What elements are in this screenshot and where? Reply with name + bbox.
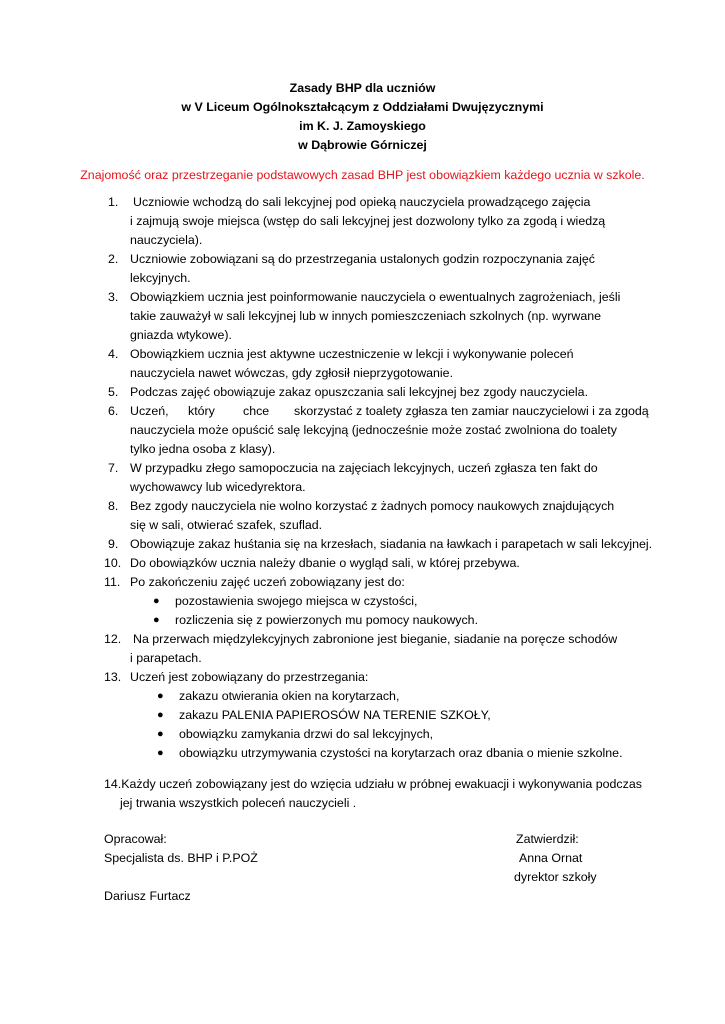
rule-7-line-1: W przypadku złego samopoczucia na zajęciach lekcyjnych, uczeń zgłasza ten fakt do xyxy=(130,461,598,475)
school-city: w Dąbrowie Górniczej xyxy=(298,138,427,152)
rule-13-bullet-4: obowiązku utrzymywania czystości na korytarzach oraz dbania o mienie szkolne. xyxy=(179,746,623,760)
rule-3-line-3: gniazda wtykowe). xyxy=(130,328,232,342)
bullet-icon: ● xyxy=(153,614,160,626)
rule-12-line-1: Na przerwach międzylekcyjnych zabronione jest bieganie, siadanie na poręcze schodów xyxy=(133,632,618,646)
rule-1-line-3: nauczyciela). xyxy=(130,233,203,247)
rule-8-line-2: się w sali, otwierać szafek, szuflad. xyxy=(130,518,323,532)
rule-1-line-2: i zajmują swoje miejsca (wstęp do sali lekcyjnej jest dozwolony tylko za zgodą i wiedzą xyxy=(130,214,606,228)
prepared-by-name: Dariusz Furtacz xyxy=(104,889,191,903)
school-name: w V Liceum Ogólnokształcącym z Oddziałami Dwujęzycznymi xyxy=(181,100,544,114)
rule-12-line-2: i parapetach. xyxy=(130,651,202,665)
rule-10-line-1: Do obowiązków ucznia należy dbanie o wygląd sali, w której przebywa. xyxy=(130,556,520,570)
rule-10-number: 10. xyxy=(104,556,122,570)
bullet-icon: ● xyxy=(157,690,164,702)
rule-5-line-1: Podczas zajęć obowiązuje zakaz opuszczania sali lekcyjnej bez zgody nauczyciela. xyxy=(130,385,589,399)
rule-13-bullet-1: zakazu otwierania okien na korytarzach, xyxy=(179,689,400,703)
prepared-by-role: Specjalista ds. BHP i P.POŻ xyxy=(104,851,258,865)
rule-1-line-1: Uczniowie wchodzą do sali lekcyjnej pod opieką nauczyciela prowadzącego zajęcia xyxy=(133,195,591,209)
rule-6-line-2: nauczyciela może opuścić salę lekcyjną (jednocześnie może zostać zwolniona do toalety xyxy=(130,423,617,437)
rule-6-word-1: Uczeń, xyxy=(130,404,169,418)
approved-by-role: dyrektor szkoły xyxy=(514,870,597,884)
rule-6-line-3: tylko jedna osoba z klasy). xyxy=(130,442,276,456)
rule-7-line-2: wychowawcy lub wicedyrektora. xyxy=(130,480,306,494)
bullet-icon: ● xyxy=(153,595,160,607)
rule-6-word-3: chce xyxy=(243,404,270,418)
rule-6-line-1-rest: skorzystać z toalety zgłasza ten zamiar nauczycielowi i za zgodą xyxy=(294,404,649,418)
intro-statement: Znajomość oraz przestrzeganie podstawowych zasad BHP jest obowiązkiem każdego ucznia w szkole. xyxy=(80,168,645,182)
rule-8-number: 8. xyxy=(108,499,119,513)
rule-1-number: 1. xyxy=(108,195,119,209)
rule-7-number: 7. xyxy=(108,461,119,475)
bullet-icon: ● xyxy=(157,747,164,759)
school-patron: im K. J. Zamoyskiego xyxy=(299,119,426,133)
approved-by-label: Zatwierdził: xyxy=(516,832,579,846)
rule-14-line-2: jej trwania wszystkich poleceń nauczycieli . xyxy=(120,796,357,810)
rule-4-line-1: Obowiązkiem ucznia jest aktywne uczestniczenie w lekcji i wykonywanie poleceń xyxy=(130,347,574,361)
approved-by-name: Anna Ornat xyxy=(519,851,583,865)
rule-3-line-2: takie zauważył w sali lekcyjnej lub w innych pomieszczeniach szkolnych (np. wyrwane xyxy=(130,309,602,323)
rule-5-number: 5. xyxy=(108,385,119,399)
rule-2-line-1: Uczniowie zobowiązani są do przestrzegania ustalonych godzin rozpoczynania zajęć xyxy=(130,252,595,266)
rule-13-bullet-2: zakazu PALENIA PAPIEROSÓW NA TERENIE SZKOŁY, xyxy=(179,708,491,722)
rule-3-number: 3. xyxy=(108,290,119,304)
rule-12-number: 12. xyxy=(104,632,122,646)
rule-6-number: 6. xyxy=(108,404,119,418)
rule-2-line-2: lekcyjnych. xyxy=(130,271,191,285)
rule-13-number: 13. xyxy=(104,670,122,684)
rule-13-line-1: Uczeń jest zobowiązany do przestrzegania: xyxy=(130,670,369,684)
rule-6-word-2: który xyxy=(188,404,215,418)
rule-4-line-2: nauczyciela nawet wówczas, gdy zgłosił nieprzygotowanie. xyxy=(130,366,454,380)
rule-9-line-1: Obowiązuje zakaz huśtania się na krzesłach, siadania na ławkach i parapetach w sali lekcyjnej. xyxy=(130,537,653,551)
rule-11-bullet-2: rozliczenia się z powierzonych mu pomocy naukowych. xyxy=(175,613,479,627)
rule-11-line-1: Po zakończeniu zajęć uczeń zobowiązany jest do: xyxy=(130,575,405,589)
rule-9-number: 9. xyxy=(108,537,119,551)
rule-3-line-1: Obowiązkiem ucznia jest poinformowanie nauczyciela o ewentualnych zagrożeniach, jeśli xyxy=(130,290,621,304)
bullet-icon: ● xyxy=(157,709,164,721)
prepared-by-label: Opracował: xyxy=(104,832,167,846)
document-title: Zasady BHP dla uczniów xyxy=(289,81,436,95)
bullet-icon: ● xyxy=(157,728,164,740)
rule-2-number: 2. xyxy=(108,252,119,266)
rule-13-bullet-3: obowiązku zamykania drzwi do sal lekcyjnych, xyxy=(179,727,434,741)
rule-11-bullet-1: pozostawienia swojego miejsca w czystości, xyxy=(175,594,418,608)
rule-11-number: 11. xyxy=(104,575,121,589)
rule-4-number: 4. xyxy=(108,347,119,361)
rule-14-line-1: 14.Każdy uczeń zobowiązany jest do wzięcia udziału w próbnej ewakuacji i wykonywania podczas xyxy=(104,777,642,791)
rule-8-line-1: Bez zgody nauczyciela nie wolno korzystać z żadnych pomocy naukowych znajdujących xyxy=(130,499,615,513)
